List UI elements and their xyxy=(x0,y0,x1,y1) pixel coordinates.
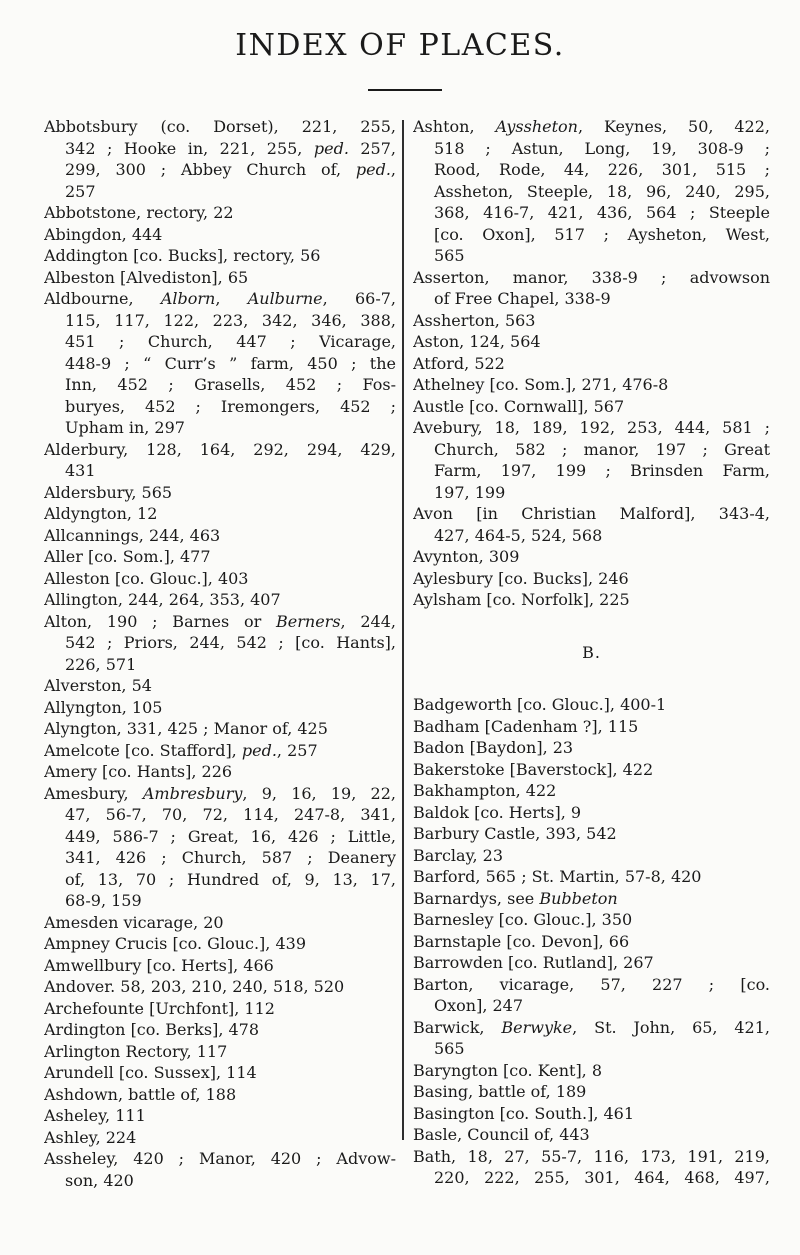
entry-line: Badgeworth [co. Glouc.], 400-1 xyxy=(413,695,667,714)
entry-line: Abbotstone, rectory, 22 xyxy=(44,203,234,222)
index-entry xyxy=(44,589,396,611)
entry-line: Avebury, 18, 189, 192, 253, 444, 581 ; xyxy=(413,418,770,437)
index-entry xyxy=(44,1084,396,1106)
index-entry xyxy=(44,1041,396,1063)
index-entry xyxy=(413,802,770,824)
entry-line: Avon [in Christian Malford], 343-4, xyxy=(413,504,770,523)
entry-line: Baryngton [co. Kent], 8 xyxy=(413,1060,603,1080)
index-entry xyxy=(44,740,396,762)
index-entry xyxy=(44,998,396,1020)
index-entry xyxy=(413,417,770,503)
entry-line: buryes, 452 ; Iremongers, 452 ; xyxy=(65,396,396,416)
index-entry xyxy=(413,952,770,974)
entry-line: son, 420 xyxy=(65,1170,134,1190)
entry-line: Abbotsbury (co. Dorset), 221, 255, xyxy=(44,117,396,136)
entry-line: Church, 582 ; manor, 197 ; Great xyxy=(434,439,770,459)
section-heading-b: B. xyxy=(582,642,601,662)
index-entry xyxy=(413,331,770,353)
index-entry xyxy=(413,267,770,310)
entry-line: Athelney [co. Som.], 271, 476-8 xyxy=(413,375,669,394)
entry-line: 431 xyxy=(65,461,96,480)
index-entry xyxy=(413,1103,770,1125)
entry-line: Ashdown, battle of, 188 xyxy=(44,1084,237,1104)
entry-line: Basing, battle of, 189 xyxy=(413,1082,587,1101)
index-entry xyxy=(413,589,770,611)
entry-line: 226, 571 xyxy=(65,654,137,674)
index-entry xyxy=(413,503,770,546)
entry-line: 565 xyxy=(434,1039,465,1058)
index-entry xyxy=(44,761,396,783)
entry-line: Amesden vicarage, 20 xyxy=(44,912,224,932)
entry-line: Aller [co. Som.], 477 xyxy=(44,547,211,566)
entry-line: Barnardys, see Bubbeton xyxy=(413,888,618,908)
index-entry xyxy=(413,396,770,418)
index-entry xyxy=(44,1062,396,1084)
index-entry xyxy=(413,823,770,845)
entry-line: 299, 300 ; Abbey Church of, ped., xyxy=(65,160,396,179)
entry-line: of, 13, 70 ; Hundred of, 9, 13, 17, xyxy=(65,869,396,889)
entry-line: Inn, 452 ; Grasells, 452 ; Fos- xyxy=(65,375,396,394)
entry-line: 342 ; Hooke in, 221, 255, ped. 257, xyxy=(65,138,396,158)
index-entry xyxy=(413,546,770,568)
index-entry xyxy=(44,976,396,998)
entry-line: Barford, 565 ; St. Martin, 57-8, 420 xyxy=(413,867,702,886)
index-entry xyxy=(413,974,770,1017)
entry-line: 368, 416-7, 421, 436, 564 ; Steeple xyxy=(434,203,770,222)
entry-line: 257 xyxy=(65,181,96,201)
entry-line: Asheley, 111 xyxy=(44,1106,146,1125)
index-entry xyxy=(44,955,396,977)
index-entry xyxy=(413,116,770,267)
entry-line: Asserton, manor, 338-9 ; advowson xyxy=(413,267,770,287)
entry-line: 451 ; Church, 447 ; Vicarage, xyxy=(65,332,396,351)
entry-line: Amesbury, Ambresbury, 9, 16, 19, 22, xyxy=(44,783,396,803)
entry-line: Avynton, 309 xyxy=(413,547,520,566)
entry-line: Arundell [co. Sussex], 114 xyxy=(44,1063,257,1082)
index-entry xyxy=(413,866,770,888)
entry-line: 220, 222, 255, 301, 464, 468, 497, xyxy=(434,1168,770,1187)
entry-line: Aldyngton, 12 xyxy=(44,504,158,523)
index-entry xyxy=(44,288,396,439)
index-entry xyxy=(413,759,770,781)
entry-line: Basington [co. South.], 461 xyxy=(413,1103,635,1123)
entry-line: Aylsham [co. Norfolk], 225 xyxy=(413,590,630,609)
index-section-b xyxy=(413,694,770,1189)
entry-line: Assheley, 420 ; Manor, 420 ; Advow- xyxy=(44,1149,396,1168)
index-entry xyxy=(44,1105,396,1127)
entry-line: Ashton, Ayssheton, Keynes, 50, 422, xyxy=(413,117,770,136)
entry-line: 448-9 ; “ Curr’s ” farm, 450 ; the xyxy=(65,353,396,373)
index-entry xyxy=(44,718,396,740)
index-entry xyxy=(413,374,770,396)
index-entry xyxy=(44,783,396,912)
index-entry xyxy=(413,1124,770,1146)
entry-line: 542 ; Priors, 244, 542 ; [co. Hants], xyxy=(65,633,396,652)
entry-line: Allcannings, 244, 463 xyxy=(44,525,221,545)
index-entry xyxy=(44,912,396,934)
index-entry xyxy=(44,202,396,224)
entry-line: Alton, 190 ; Barnes or Berners, 244, xyxy=(44,611,396,631)
entry-line: [co. Oxon], 517 ; Aysheton, West, xyxy=(434,224,770,244)
entry-line: 565 xyxy=(434,246,465,265)
index-entry xyxy=(413,909,770,931)
index-entry xyxy=(44,503,396,525)
entry-line: Rood, Rode, 44, 226, 301, 515 ; xyxy=(434,160,770,179)
index-entry xyxy=(413,1081,770,1103)
index-entry xyxy=(413,888,770,910)
entry-line: Farm, 197, 199 ; Brinsden Farm, xyxy=(434,461,770,480)
entry-line: Atford, 522 xyxy=(413,353,505,373)
entry-line: Bakerstoke [Baverstock], 422 xyxy=(413,759,654,779)
index-entry xyxy=(413,1060,770,1082)
entry-line: Badon [Baydon], 23 xyxy=(413,738,574,757)
entry-line: Albeston [Alvediston], 65 xyxy=(44,267,249,287)
entry-line: Ampney Crucis [co. Glouc.], 439 xyxy=(44,934,306,953)
entry-line: Aylesbury [co. Bucks], 246 xyxy=(413,568,629,588)
index-entry xyxy=(44,546,396,568)
index-entry xyxy=(413,353,770,375)
entry-line: Barwick, Berwyke, St. John, 65, 421, xyxy=(413,1017,770,1037)
column-divider xyxy=(402,120,404,1140)
index-entry xyxy=(413,310,770,332)
entry-line: of Free Chapel, 338-9 xyxy=(434,289,611,308)
index-entry xyxy=(413,931,770,953)
entry-line: Badham [Cadenham ?], 115 xyxy=(413,716,639,736)
index-entry xyxy=(44,697,396,719)
entry-line: Arlington Rectory, 117 xyxy=(44,1041,228,1061)
entry-line: Basle, Council of, 443 xyxy=(413,1125,590,1144)
entry-line: Barrowden [co. Rutland], 267 xyxy=(413,953,654,972)
entry-line: Aldbourne, Alborn, Aulburne, 66-7, xyxy=(44,289,396,308)
index-entry xyxy=(44,439,396,482)
index-entry xyxy=(44,525,396,547)
index-entry xyxy=(413,780,770,802)
title-rule xyxy=(368,89,442,91)
entry-line: Barnstaple [co. Devon], 66 xyxy=(413,931,630,951)
entry-line: Bath, 18, 27, 55-7, 116, 173, 191, 219, xyxy=(413,1146,770,1166)
entry-line: Amelcote [co. Stafford], ped., 257 xyxy=(44,740,318,760)
entry-line: 68-9, 159 xyxy=(65,891,142,910)
entry-line: 518 ; Astun, Long, 19, 308-9 ; xyxy=(434,138,770,158)
entry-line: Alderbury, 128, 164, 292, 294, 429, xyxy=(44,439,396,459)
entry-line: Assherton, 563 xyxy=(413,310,536,330)
index-entry xyxy=(44,224,396,246)
index-entry xyxy=(413,737,770,759)
entry-line: Andover. 58, 203, 210, 240, 518, 520 xyxy=(44,977,345,996)
entry-line: Aston, 124, 564 xyxy=(413,332,541,351)
entry-line: Ashley, 224 xyxy=(44,1127,137,1147)
entry-line: Barbury Castle, 393, 542 xyxy=(413,824,617,843)
index-section-a-left xyxy=(44,116,396,1191)
entry-line: Alverston, 54 xyxy=(44,676,152,695)
entry-line: Alleston [co. Glouc.], 403 xyxy=(44,568,249,588)
index-section-a-right xyxy=(413,116,770,611)
index-entry xyxy=(44,116,396,202)
index-entry xyxy=(413,716,770,738)
index-entry xyxy=(44,933,396,955)
entry-line: Barnesley [co. Glouc.], 350 xyxy=(413,910,633,929)
entry-line: Oxon], 247 xyxy=(434,996,524,1015)
index-entry xyxy=(44,568,396,590)
page-title: INDEX OF PLACES. xyxy=(235,28,565,63)
index-entry xyxy=(413,694,770,716)
entry-line: 197, 199 xyxy=(434,482,506,502)
index-entry xyxy=(44,1127,396,1149)
entry-line: Allyngton, 105 xyxy=(44,697,163,717)
index-entry xyxy=(44,1148,396,1191)
entry-line: Barton, vicarage, 57, 227 ; [co. xyxy=(413,974,770,994)
entry-line: 341, 426 ; Church, 587 ; Deanery xyxy=(65,848,396,867)
entry-line: Upham in, 297 xyxy=(65,418,185,437)
index-entry xyxy=(44,1019,396,1041)
entry-line: Bakhampton, 422 xyxy=(413,781,557,800)
entry-line: 115, 117, 122, 223, 342, 346, 388, xyxy=(65,310,396,330)
entry-line: Assheton, Steeple, 18, 96, 240, 295, xyxy=(434,181,770,201)
entry-line: Ardington [co. Berks], 478 xyxy=(44,1020,260,1039)
entry-line: 47, 56-7, 70, 72, 114, 247-8, 341, xyxy=(65,805,396,824)
index-entry xyxy=(413,1146,770,1189)
index-entry xyxy=(44,675,396,697)
index-entry xyxy=(44,611,396,676)
entry-line: 449, 586-7 ; Great, 16, 426 ; Little, xyxy=(65,826,396,846)
index-entry xyxy=(413,845,770,867)
entry-line: Aldersbury, 565 xyxy=(44,482,173,502)
right-column xyxy=(413,116,770,1189)
entry-line: Baldok [co. Herts], 9 xyxy=(413,802,582,822)
entry-line: Austle [co. Cornwall], 567 xyxy=(413,396,625,416)
entry-line: Amery [co. Hants], 226 xyxy=(44,762,233,781)
entry-line: Addington [co. Bucks], rectory, 56 xyxy=(44,246,321,265)
entry-line: Barclay, 23 xyxy=(413,845,504,865)
entry-line: Alyngton, 331, 425 ; Manor of, 425 xyxy=(44,719,328,738)
entry-line: Allington, 244, 264, 353, 407 xyxy=(44,590,281,609)
left-column xyxy=(44,116,396,1191)
entry-line: Amwellbury [co. Herts], 466 xyxy=(44,955,274,975)
index-entry xyxy=(413,568,770,590)
index-entry xyxy=(44,245,396,267)
entry-line: Abingdon, 444 xyxy=(44,224,163,244)
index-entry xyxy=(44,482,396,504)
entry-line: Archefounte [Urchfont], 112 xyxy=(44,998,275,1018)
index-entry xyxy=(44,267,396,289)
index-entry xyxy=(413,1017,770,1060)
entry-line: 427, 464-5, 524, 568 xyxy=(434,525,603,545)
